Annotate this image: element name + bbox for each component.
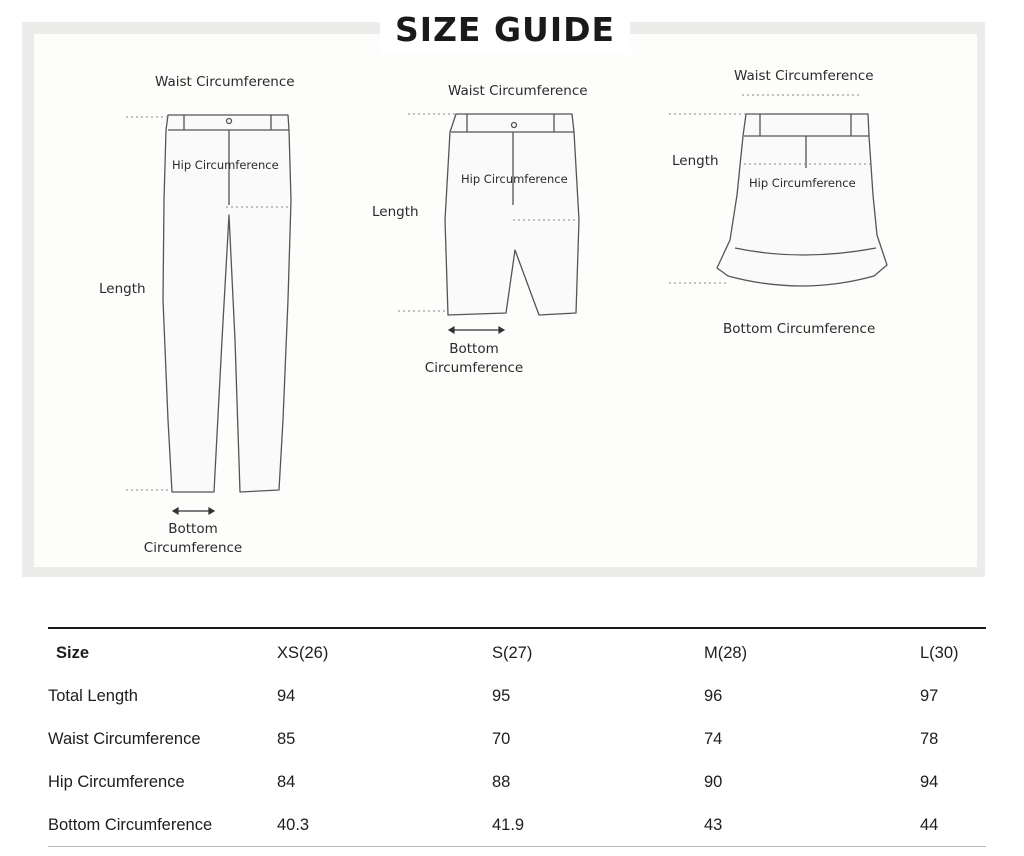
table-cell: 85 — [277, 730, 296, 748]
header-l: L(30) — [920, 644, 959, 662]
table-row — [48, 675, 986, 718]
table-cell: 44 — [920, 816, 939, 834]
header-size: Size — [56, 644, 90, 662]
table-cell: 78 — [920, 730, 939, 748]
table-cell: 70 — [492, 730, 511, 748]
pants-length-label: Length — [99, 281, 146, 297]
table-row — [48, 718, 986, 761]
table-cell: 96 — [704, 687, 723, 705]
header-xs: XS(26) — [277, 644, 329, 662]
row-label: Waist Circumference — [48, 730, 201, 748]
table-bottom-rule — [48, 846, 986, 847]
table-cell: 43 — [704, 816, 723, 834]
skirt-illustration — [717, 114, 887, 286]
shorts-illustration — [445, 114, 579, 315]
shorts-bottom-label-line2: Circumference — [424, 360, 524, 376]
skirt-length-label: Length — [672, 153, 719, 169]
table-cell: 94 — [277, 687, 296, 705]
shorts-bottom-label — [418, 340, 530, 378]
table-row — [48, 804, 986, 847]
header-s: S(27) — [492, 644, 533, 662]
row-label: Bottom Circumference — [48, 816, 213, 834]
skirt-hip-label: Hip Circumference — [749, 176, 856, 190]
table-cell: 74 — [704, 730, 723, 748]
skirt-bottom-label: Bottom Circumference — [723, 321, 876, 337]
table-cell: 88 — [492, 773, 511, 791]
table-cell: 41.9 — [492, 816, 525, 834]
size-table — [48, 632, 986, 847]
pants-bottom-label-line1: Bottom — [168, 521, 218, 537]
table-cell: 94 — [920, 773, 939, 791]
row-label: Hip Circumference — [48, 773, 185, 791]
pants-bottom-label-line2: Circumference — [143, 540, 243, 556]
pants-hip-label: Hip Circumference — [172, 158, 279, 172]
shorts-waist-label: Waist Circumference — [448, 83, 588, 99]
row-label: Total Length — [48, 687, 138, 705]
shorts-hip-label: Hip Circumference — [461, 172, 568, 186]
page-title: SIZE GUIDE — [394, 10, 616, 49]
skirt-waist-label: Waist Circumference — [734, 68, 874, 84]
table-cell: 84 — [277, 773, 296, 791]
table-cell: 40.3 — [277, 816, 310, 834]
shorts-length-label: Length — [372, 204, 419, 220]
shorts-bottom-label-line1: Bottom — [449, 341, 499, 357]
table-cell: 90 — [704, 773, 723, 791]
header-m: M(28) — [704, 644, 748, 662]
table-cell: 95 — [492, 687, 511, 705]
table-row — [48, 761, 986, 804]
table-cell: 97 — [920, 687, 939, 705]
table-top-rule — [48, 627, 986, 629]
pants-waist-label: Waist Circumference — [155, 74, 295, 90]
table-header-row — [48, 632, 986, 675]
pants-bottom-label — [137, 520, 249, 558]
